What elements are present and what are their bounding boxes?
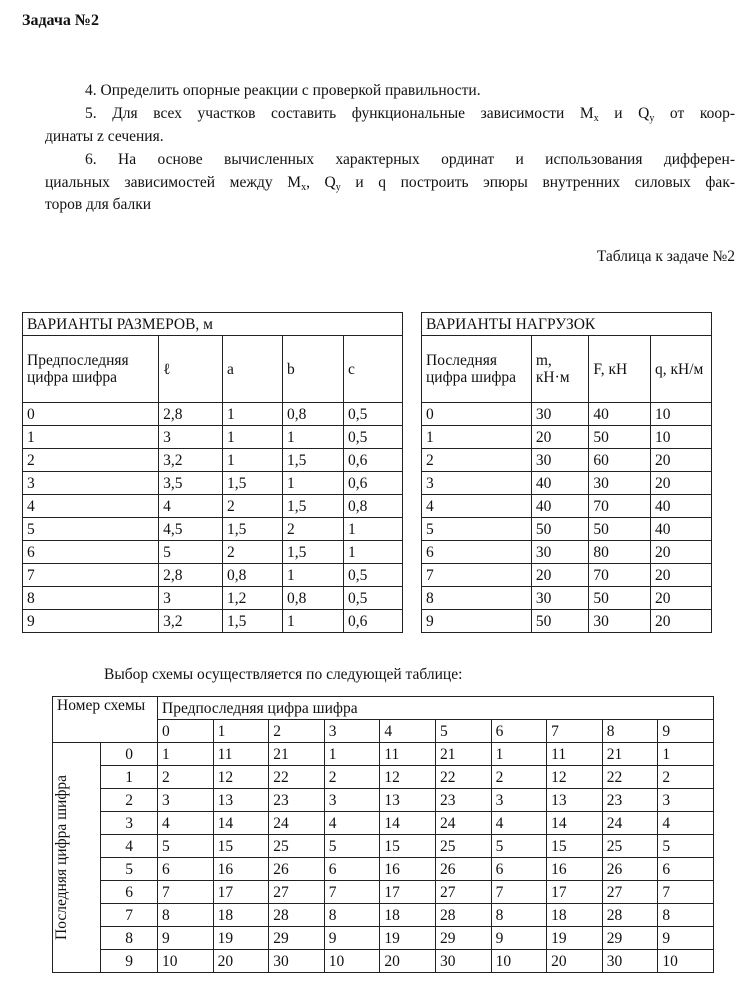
subscript: y xyxy=(649,113,655,124)
table-cell: 4 xyxy=(658,812,714,835)
row-digit: 2 xyxy=(101,789,158,812)
table-cell: 2 xyxy=(658,766,714,789)
table-row xyxy=(422,426,712,449)
text: от коор- xyxy=(654,105,735,122)
table-cell: 12 xyxy=(547,766,603,789)
table-cell: 20 xyxy=(651,472,712,495)
table-cell: 0,8 xyxy=(223,564,283,587)
column-header: Последняя цифра шифра xyxy=(422,336,532,403)
table-cell: 40 xyxy=(531,495,588,518)
table-cell: 19 xyxy=(547,927,603,950)
table-title: ВАРИАНТЫ НАГРУЗОК xyxy=(422,313,712,336)
table-cell: 5 xyxy=(159,541,223,564)
subscript: x xyxy=(301,182,307,193)
table-cell: 40 xyxy=(531,472,588,495)
table-cell: 50 xyxy=(589,518,651,541)
column-header: c xyxy=(343,336,402,403)
table-row xyxy=(53,789,714,812)
table-cell: 23 xyxy=(435,789,491,812)
table-cell: 26 xyxy=(602,858,658,881)
table-cell: 16 xyxy=(380,858,436,881)
table-cell: 30 xyxy=(531,541,588,564)
table-cell: 30 xyxy=(589,610,651,633)
row-digit: 6 xyxy=(101,881,158,904)
column-digit: 2 xyxy=(269,720,325,743)
table-row xyxy=(422,403,712,426)
table-cell: 4 xyxy=(422,495,532,518)
table-row xyxy=(422,495,712,518)
row-digit: 8 xyxy=(101,927,158,950)
table-row xyxy=(23,610,403,633)
table-cell: 25 xyxy=(269,835,325,858)
table-cell: 7 xyxy=(422,564,532,587)
table-cell: 50 xyxy=(589,426,651,449)
table-cell: 1 xyxy=(343,518,402,541)
table-cell: 20 xyxy=(651,610,712,633)
title-row xyxy=(23,313,403,336)
table-cell: 1,5 xyxy=(283,495,344,518)
table-row xyxy=(23,495,403,518)
table-row xyxy=(23,564,403,587)
table-row xyxy=(422,541,712,564)
table-cell: 8 xyxy=(23,587,159,610)
table-cell: 28 xyxy=(602,904,658,927)
table-cell: 21 xyxy=(269,743,325,766)
table-cell: 29 xyxy=(435,927,491,950)
table-cell: 27 xyxy=(269,881,325,904)
table-cell: 1,5 xyxy=(283,449,344,472)
table-cell: 2 xyxy=(283,518,344,541)
table-cell: 2 xyxy=(491,766,547,789)
item-4: 4. Определить опорные реакции с проверкой правильности. xyxy=(85,82,481,99)
table-cell: 50 xyxy=(589,587,651,610)
table-cell: 27 xyxy=(602,881,658,904)
table-cell: 24 xyxy=(435,812,491,835)
table-cell: 2 xyxy=(158,766,214,789)
table-cell: 10 xyxy=(324,950,380,973)
table-cell: 3 xyxy=(23,472,159,495)
table-cell: 30 xyxy=(531,403,588,426)
item-6-line-1: 6. На основе вычисленных характерных ординат и использования дифферен- xyxy=(85,151,735,168)
loads-table xyxy=(421,312,712,633)
table-cell: 20 xyxy=(651,449,712,472)
table-cell: 0 xyxy=(23,403,159,426)
header-row xyxy=(53,697,714,720)
table-row xyxy=(422,587,712,610)
table-cell: 0,8 xyxy=(343,495,402,518)
table-cell: 25 xyxy=(435,835,491,858)
column-digit: 4 xyxy=(380,720,436,743)
text: 5. Для всех участков составить функциональные зависимости M xyxy=(85,105,594,122)
column-digit: 8 xyxy=(602,720,658,743)
item-5-line-1 xyxy=(85,105,735,123)
column-header: F, кН xyxy=(589,336,651,403)
table-cell: 19 xyxy=(380,927,436,950)
table-cell: 22 xyxy=(602,766,658,789)
table-cell: 17 xyxy=(547,881,603,904)
table-cell: 4,5 xyxy=(159,518,223,541)
table-cell: 21 xyxy=(602,743,658,766)
table-cell: 1 xyxy=(491,743,547,766)
column-digit: 6 xyxy=(491,720,547,743)
column-header: Предпоследняя цифра шифра xyxy=(23,336,159,403)
table-cell: 1 xyxy=(283,610,344,633)
table-cell: 6 xyxy=(158,858,214,881)
table-cell: 1 xyxy=(223,426,283,449)
table-cell: 4 xyxy=(324,812,380,835)
table-cell: 24 xyxy=(269,812,325,835)
table-cell: 1 xyxy=(223,449,283,472)
table-row xyxy=(422,564,712,587)
table-cell: 10 xyxy=(158,950,214,973)
table-cell: 1 xyxy=(422,426,532,449)
table-cell: 5 xyxy=(158,835,214,858)
column-group-header: Предпоследняя цифра шифра xyxy=(158,697,714,720)
header-row xyxy=(23,336,403,403)
table-cell: 20 xyxy=(651,587,712,610)
table-cell: 4 xyxy=(491,812,547,835)
table-cell: 3 xyxy=(324,789,380,812)
table-cell: 5 xyxy=(324,835,380,858)
table-cell: 3 xyxy=(159,426,223,449)
table-cell: 2 xyxy=(324,766,380,789)
table-cell: 29 xyxy=(602,927,658,950)
table-cell: 5 xyxy=(422,518,532,541)
table-cell: 6 xyxy=(422,541,532,564)
table-cell: 6 xyxy=(23,541,159,564)
table-row xyxy=(23,472,403,495)
row-digit: 9 xyxy=(101,950,158,973)
row-digit: 5 xyxy=(101,858,158,881)
table-cell: 10 xyxy=(658,950,714,973)
table-cell: 8 xyxy=(658,904,714,927)
row-digit: 3 xyxy=(101,812,158,835)
table-cell: 3 xyxy=(658,789,714,812)
table-row xyxy=(53,812,714,835)
table-cell: 7 xyxy=(324,881,380,904)
table-cell: 7 xyxy=(23,564,159,587)
scheme-table xyxy=(52,696,714,973)
table-cell: 3,5 xyxy=(159,472,223,495)
table-cell: 28 xyxy=(435,904,491,927)
table-cell: 4 xyxy=(23,495,159,518)
table-cell: 11 xyxy=(547,743,603,766)
table-cell: 20 xyxy=(380,950,436,973)
table-cell: 9 xyxy=(422,610,532,633)
row-group-label: Последняя цифра шифра xyxy=(53,775,70,940)
table-cell: 40 xyxy=(651,495,712,518)
table-cell: 6 xyxy=(324,858,380,881)
column-digit: 5 xyxy=(435,720,491,743)
table-cell: 20 xyxy=(651,564,712,587)
table-cell: 8 xyxy=(158,904,214,927)
table-row xyxy=(53,835,714,858)
table-cell: 13 xyxy=(213,789,269,812)
table-cell: 5 xyxy=(491,835,547,858)
table-cell: 29 xyxy=(269,927,325,950)
table-cell: 14 xyxy=(547,812,603,835)
table-cell: 7 xyxy=(658,881,714,904)
item-6-line-3: торов для балки xyxy=(45,196,152,213)
task-title: Задача №2 xyxy=(22,12,99,29)
table-cell: 0,8 xyxy=(283,587,344,610)
table-cell: 16 xyxy=(547,858,603,881)
table-cell: 7 xyxy=(491,881,547,904)
table-cell: 5 xyxy=(658,835,714,858)
table-cell: 30 xyxy=(602,950,658,973)
title-row xyxy=(422,313,712,336)
table-cell: 30 xyxy=(531,587,588,610)
item-5-line-2: динаты z сечения. xyxy=(45,128,164,145)
table-cell: 1,5 xyxy=(223,518,283,541)
table-cell: 28 xyxy=(269,904,325,927)
table-cell: 3,2 xyxy=(159,449,223,472)
table-cell: 30 xyxy=(531,449,588,472)
table-row xyxy=(53,881,714,904)
table-row xyxy=(23,518,403,541)
table-row xyxy=(422,518,712,541)
table-cell: 2 xyxy=(23,449,159,472)
table-cell: 30 xyxy=(269,950,325,973)
row-digit: 1 xyxy=(101,766,158,789)
table-cell: 22 xyxy=(435,766,491,789)
corner-header: Номер схемы xyxy=(53,697,158,743)
table-row xyxy=(53,950,714,973)
table-cell: 2,8 xyxy=(159,403,223,426)
table-cell: 20 xyxy=(213,950,269,973)
table-cell: 23 xyxy=(602,789,658,812)
scheme-intro: Выбор схемы осуществляется по следующей таблице: xyxy=(104,666,463,683)
table-cell: 11 xyxy=(213,743,269,766)
table-cell: 1 xyxy=(324,743,380,766)
table-cell: 8 xyxy=(422,587,532,610)
table-cell: 9 xyxy=(658,927,714,950)
subscript: y xyxy=(335,182,341,193)
table-cell: 1 xyxy=(283,564,344,587)
table-cell: 3 xyxy=(158,789,214,812)
column-digit: 3 xyxy=(324,720,380,743)
table-cell: 15 xyxy=(547,835,603,858)
column-header: a xyxy=(223,336,283,403)
table-caption: Таблица к задаче №2 xyxy=(596,248,735,265)
table-cell: 0,5 xyxy=(343,564,402,587)
table-row xyxy=(53,858,714,881)
table-cell: 23 xyxy=(269,789,325,812)
table-cell: 0,8 xyxy=(283,403,344,426)
table-cell: 1 xyxy=(283,426,344,449)
table-cell: 30 xyxy=(589,472,651,495)
table-cell: 20 xyxy=(651,541,712,564)
table-cell: 1,2 xyxy=(223,587,283,610)
table-cell: 1,5 xyxy=(223,610,283,633)
table-cell: 1,5 xyxy=(223,472,283,495)
table-cell: 17 xyxy=(380,881,436,904)
table-cell: 26 xyxy=(269,858,325,881)
table-cell: 3,2 xyxy=(159,610,223,633)
table-cell: 11 xyxy=(380,743,436,766)
table-cell: 25 xyxy=(602,835,658,858)
table-cell: 0,6 xyxy=(343,472,402,495)
table-row xyxy=(53,766,714,789)
row-digit: 0 xyxy=(101,743,158,766)
table-cell: 27 xyxy=(435,881,491,904)
table-cell: 1 xyxy=(658,743,714,766)
subscript: x xyxy=(593,113,599,124)
table-cell: 30 xyxy=(435,950,491,973)
table-cell: 0 xyxy=(422,403,532,426)
table-cell: 24 xyxy=(602,812,658,835)
column-header: b xyxy=(283,336,344,403)
table-cell: 2 xyxy=(422,449,532,472)
table-row xyxy=(23,541,403,564)
table-cell: 50 xyxy=(531,518,588,541)
table-cell: 21 xyxy=(435,743,491,766)
table-cell: 4 xyxy=(158,812,214,835)
table-cell: 1 xyxy=(343,541,402,564)
column-header: m, кН·м xyxy=(531,336,588,403)
table-cell: 26 xyxy=(435,858,491,881)
table-cell: 10 xyxy=(491,950,547,973)
table-cell: 80 xyxy=(589,541,651,564)
table-cell: 18 xyxy=(380,904,436,927)
column-digit: 0 xyxy=(158,720,214,743)
table-cell: 1 xyxy=(223,403,283,426)
row-digit: 4 xyxy=(101,835,158,858)
table-cell: 14 xyxy=(213,812,269,835)
table-title: ВАРИАНТЫ РАЗМЕРОВ, м xyxy=(23,313,403,336)
table-cell: 9 xyxy=(23,610,159,633)
table-row xyxy=(23,449,403,472)
table-cell: 10 xyxy=(651,403,712,426)
text: , Q xyxy=(306,174,336,191)
header-row xyxy=(422,336,712,403)
table-cell: 6 xyxy=(658,858,714,881)
column-digit: 9 xyxy=(658,720,714,743)
table-cell: 50 xyxy=(531,610,588,633)
table-cell: 2 xyxy=(223,541,283,564)
table-cell: 60 xyxy=(589,449,651,472)
table-cell: 4 xyxy=(159,495,223,518)
table-cell: 18 xyxy=(213,904,269,927)
column-header: ℓ xyxy=(159,336,223,403)
table-cell: 0,6 xyxy=(343,449,402,472)
table-cell: 40 xyxy=(651,518,712,541)
column-digit: 7 xyxy=(547,720,603,743)
table-cell: 8 xyxy=(491,904,547,927)
table-cell: 20 xyxy=(531,564,588,587)
column-header: q, кН/м xyxy=(651,336,712,403)
table-cell: 12 xyxy=(380,766,436,789)
table-cell: 13 xyxy=(380,789,436,812)
table-cell: 1,5 xyxy=(283,541,344,564)
table-cell: 1 xyxy=(283,472,344,495)
table-cell: 0,5 xyxy=(343,403,402,426)
table-row xyxy=(422,472,712,495)
table-cell: 1 xyxy=(23,426,159,449)
item-6-line-2 xyxy=(45,174,735,192)
table-cell: 9 xyxy=(491,927,547,950)
table-cell: 6 xyxy=(491,858,547,881)
table-cell: 2,8 xyxy=(159,564,223,587)
table-cell: 16 xyxy=(213,858,269,881)
table-cell: 70 xyxy=(589,495,651,518)
table-cell: 5 xyxy=(23,518,159,541)
text: циальных зависимостей между M xyxy=(45,174,302,191)
row-group-header xyxy=(53,743,101,973)
column-digit: 1 xyxy=(213,720,269,743)
table-cell: 17 xyxy=(213,881,269,904)
table-cell: 14 xyxy=(380,812,436,835)
table-cell: 18 xyxy=(547,904,603,927)
table-cell: 9 xyxy=(324,927,380,950)
table-cell: 9 xyxy=(158,927,214,950)
table-cell: 7 xyxy=(158,881,214,904)
text: и Q xyxy=(598,105,650,122)
table-row xyxy=(23,426,403,449)
table-cell: 70 xyxy=(589,564,651,587)
table-cell: 1 xyxy=(158,743,214,766)
table-cell: 22 xyxy=(269,766,325,789)
table-cell: 3 xyxy=(491,789,547,812)
table-cell: 10 xyxy=(651,426,712,449)
table-cell: 12 xyxy=(213,766,269,789)
table-cell: 0,5 xyxy=(343,426,402,449)
table-cell: 13 xyxy=(547,789,603,812)
table-cell: 19 xyxy=(213,927,269,950)
table-cell: 3 xyxy=(422,472,532,495)
table-row xyxy=(422,449,712,472)
table-cell: 2 xyxy=(223,495,283,518)
row-digit: 7 xyxy=(101,904,158,927)
table-cell: 0,6 xyxy=(343,610,402,633)
table-cell: 8 xyxy=(324,904,380,927)
table-cell: 15 xyxy=(213,835,269,858)
table-row xyxy=(53,904,714,927)
table-row xyxy=(23,587,403,610)
table-cell: 3 xyxy=(159,587,223,610)
table-row xyxy=(23,403,403,426)
sizes-table xyxy=(22,312,403,633)
table-row xyxy=(53,743,714,766)
table-row xyxy=(53,927,714,950)
table-cell: 20 xyxy=(547,950,603,973)
text: и q построить эпюры внутренних силовых фак- xyxy=(340,174,736,191)
table-cell: 40 xyxy=(589,403,651,426)
table-cell: 0,5 xyxy=(343,587,402,610)
table-cell: 20 xyxy=(531,426,588,449)
table-cell: 15 xyxy=(380,835,436,858)
table-row xyxy=(422,610,712,633)
